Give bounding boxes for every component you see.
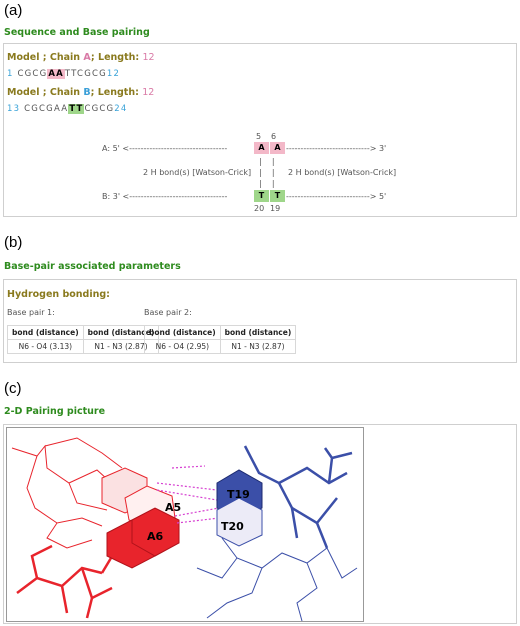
panel-label-a: (a) bbox=[4, 2, 23, 19]
hbond-left: 2 H bond(s) [Watson-Crick] bbox=[143, 168, 252, 177]
base-t20: T bbox=[254, 190, 269, 202]
col-header: bond (distance) bbox=[145, 326, 221, 340]
strand-b-left: B: 3' <---------------------------------- bbox=[102, 192, 228, 201]
strand-b-backbone bbox=[197, 538, 357, 621]
params-box bbox=[3, 279, 517, 363]
pairing-picture-frame bbox=[6, 427, 364, 622]
hbond-right: 2 H bond(s) [Watson-Crick] bbox=[288, 168, 397, 177]
bond-tick: | | bbox=[259, 168, 275, 177]
bond-cell: N6 - O4 (2.95) bbox=[145, 340, 221, 354]
section-title-2d: 2-D Pairing picture bbox=[4, 406, 106, 417]
top-num-5: 5 bbox=[256, 132, 262, 141]
col-header: bond (distance) bbox=[8, 326, 84, 340]
section-title-sequence: Sequence and Base pairing bbox=[4, 27, 150, 38]
col-header: bond (distance) bbox=[83, 326, 159, 340]
seq-pre: CGCGAA bbox=[24, 104, 69, 114]
pair2-label: Base pair 2: bbox=[144, 308, 192, 317]
seq-highlight-a: AA bbox=[48, 69, 64, 79]
model-label: Model bbox=[7, 87, 40, 98]
seq-post: TTCGCG bbox=[64, 69, 107, 79]
label-t20: T20 bbox=[221, 520, 244, 533]
seq-pre: CGCG bbox=[17, 69, 48, 79]
section-title-params: Base-pair associated parameters bbox=[4, 261, 181, 272]
pair2-table bbox=[144, 325, 296, 354]
seq-start: 13 bbox=[7, 104, 21, 114]
pair1-table bbox=[7, 325, 159, 354]
chain-a-length: 12 bbox=[142, 52, 155, 63]
bond-cell: N1 - N3 (2.87) bbox=[83, 340, 159, 354]
col-header: bond (distance) bbox=[220, 326, 296, 340]
base-a6: A bbox=[270, 142, 285, 154]
label-a5: A5 bbox=[165, 501, 182, 514]
label-a6: A6 bbox=[147, 530, 164, 543]
seq-start: 1 bbox=[7, 69, 14, 79]
top-num-6: 6 bbox=[271, 132, 277, 141]
bottom-num-19: 19 bbox=[270, 204, 281, 213]
chain-a-sequence bbox=[7, 69, 120, 79]
seq-end: 24 bbox=[114, 104, 128, 114]
seq-highlight-b: TT bbox=[69, 104, 84, 114]
base-t19: T bbox=[270, 190, 285, 202]
chain-b-sequence bbox=[7, 104, 128, 114]
strand-a-left: A: 5' <---------------------------------- bbox=[102, 144, 228, 153]
chain-b-length: 12 bbox=[142, 87, 155, 98]
chain-word: Chain bbox=[49, 87, 81, 98]
model-label: Model bbox=[7, 52, 40, 63]
length-word: ; Length: bbox=[90, 87, 139, 98]
hbond-title: Hydrogen bonding: bbox=[7, 289, 110, 300]
chain-word: Chain bbox=[49, 52, 81, 63]
pair1-label: Base pair 1: bbox=[7, 308, 55, 317]
strand-b-right: -----------------------------> 5' bbox=[286, 192, 387, 201]
bottom-num-20: 20 bbox=[254, 204, 265, 213]
label-t19: T19 bbox=[227, 488, 250, 501]
bond-tick: | | bbox=[259, 157, 275, 166]
chain-id-a: A bbox=[83, 52, 91, 63]
strand-a-right: -----------------------------> 3' bbox=[286, 144, 387, 153]
pairing-picture bbox=[7, 428, 363, 621]
seq-post: CGCG bbox=[84, 104, 115, 114]
bond-cell: N1 - N3 (2.87) bbox=[220, 340, 296, 354]
sequence-box bbox=[3, 43, 517, 217]
picture-box bbox=[3, 424, 517, 624]
strand-a-thick bbox=[17, 546, 117, 618]
length-word: ; Length: bbox=[90, 52, 140, 63]
sep: ; bbox=[39, 52, 50, 63]
bond-cell: N6 - O4 (3.13) bbox=[8, 340, 84, 354]
base-a5: A bbox=[254, 142, 269, 154]
sep: ; bbox=[39, 87, 50, 98]
chain-b-header bbox=[7, 87, 154, 98]
chain-a-header bbox=[7, 52, 155, 63]
seq-end: 12 bbox=[106, 69, 121, 79]
panel-label-c: (c) bbox=[4, 380, 22, 397]
chain-id-b: B bbox=[83, 87, 91, 98]
panel-label-b: (b) bbox=[4, 234, 23, 251]
bond-tick: | | bbox=[259, 179, 275, 188]
